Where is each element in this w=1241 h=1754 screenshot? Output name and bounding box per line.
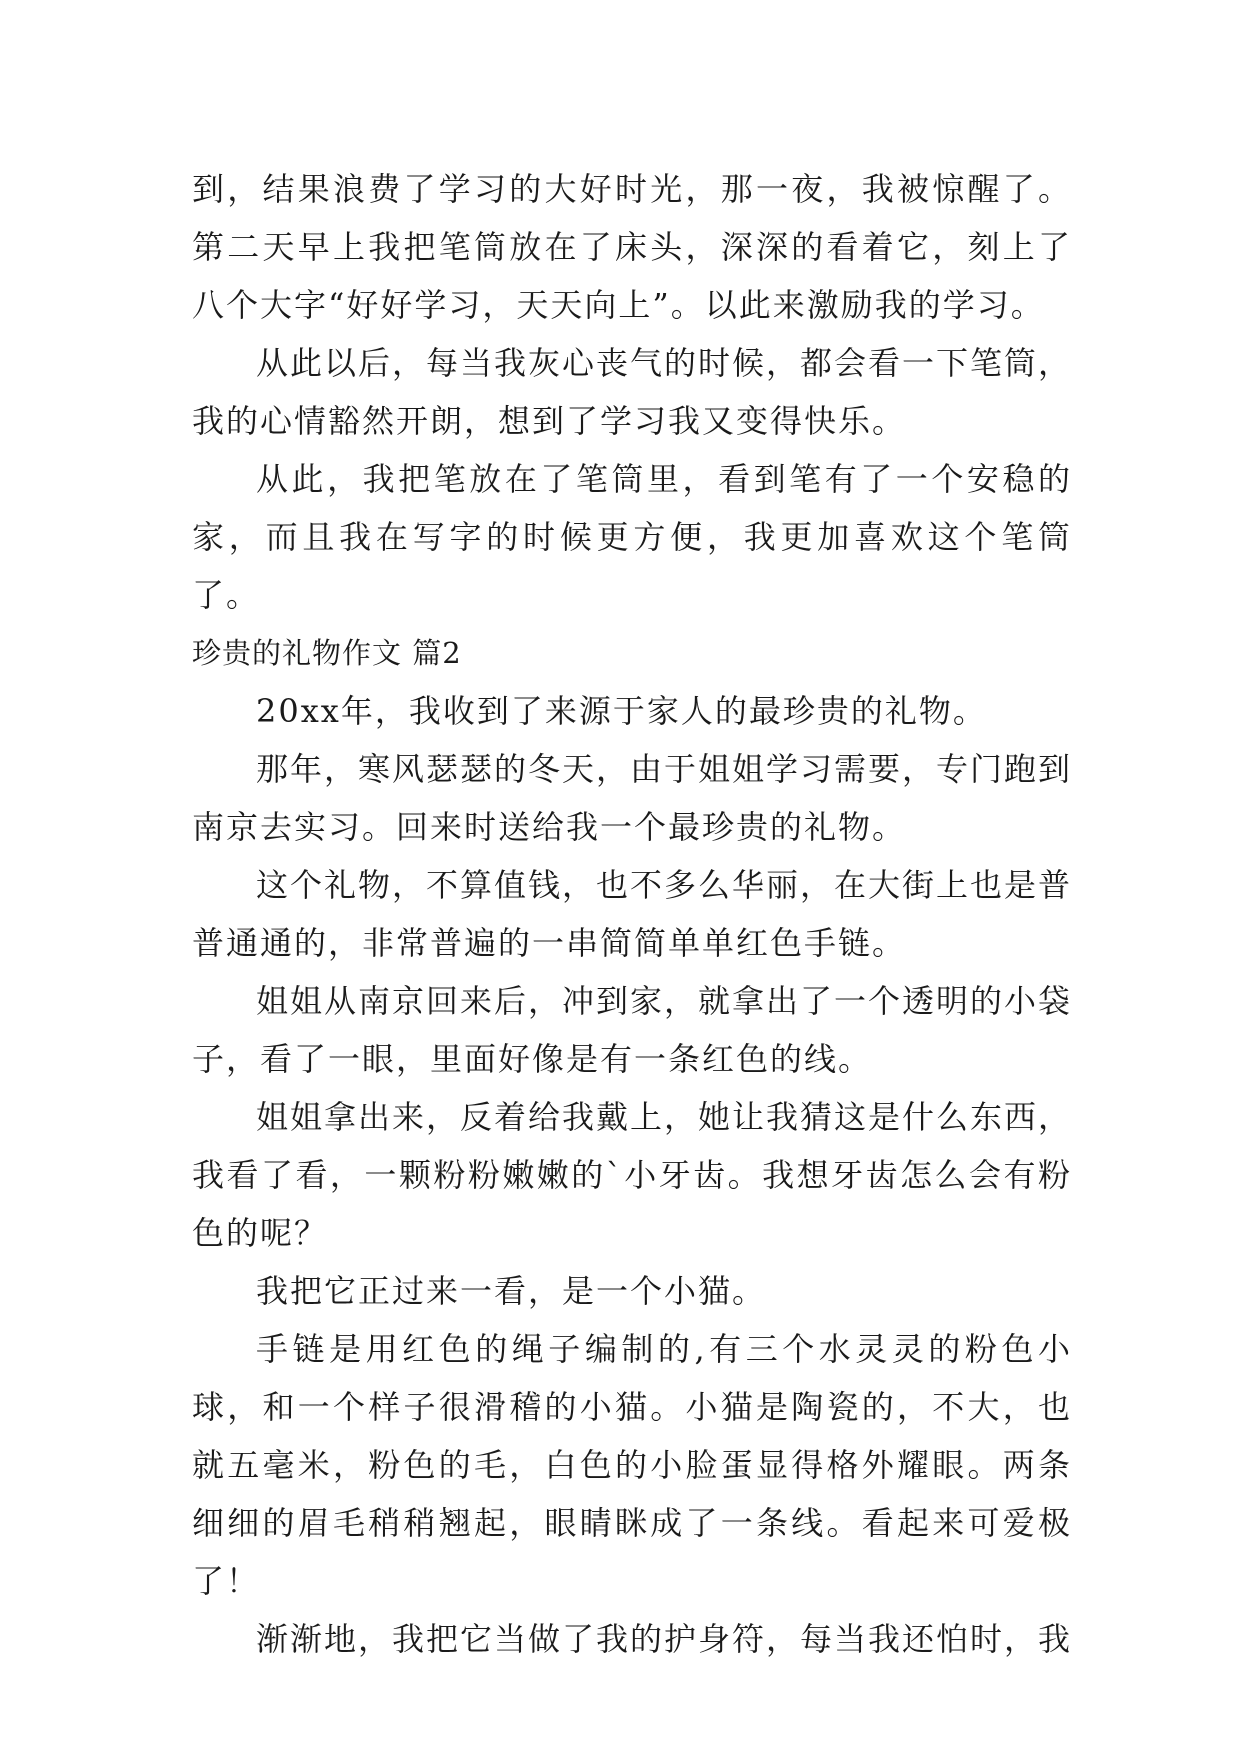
paragraph: 姐姐从南京回来后，冲到家，就拿出了一个透明的小袋子，看了一眼，里面好像是有一条红色的线。 <box>192 982 1073 1078</box>
paragraph: 这个礼物，不算值钱，也不多么华丽，在大街上也是普普通通的，非常普遍的一串简简单单红色手链。 <box>192 866 1073 962</box>
paragraph: 姐姐拿出来，反着给我戴上，她让我猜这是什么东西，我看了看，一颗粉粉嫩嫩的`小牙齿。我想牙齿怎么会有粉色的呢？ <box>192 1098 1073 1252</box>
paragraph: 我把它正过来一看，是一个小猫。 <box>256 1272 767 1310</box>
paragraph: 从此，我把笔放在了笔筒里，看到笔有了一个安稳的家，而且我在写字的时候更方便，我更加喜欢这个笔筒了。 <box>192 460 1072 614</box>
paragraph: 20xx年，我收到了来源于家人的最珍贵的礼物。 <box>256 692 987 730</box>
paragraph: 到，结果浪费了学习的大好时光，那一夜，我被惊醒了。第二天早上我把笔筒放在了床头，深深的看着它，刻上了八个大字“好好学习，天天向上”。以此来激励我的学习。 <box>192 170 1072 324</box>
paragraph: 那年，寒风瑟瑟的冬天，由于姐姐学习需要，专门跑到南京去实习。回来时送给我一个最珍贵的礼物。 <box>192 750 1073 846</box>
paragraph: 渐渐地，我把它当做了我的护身符，每当我还怕时，我 <box>256 1620 1073 1658</box>
paragraph: 从此以后，每当我灰心丧气的时候，都会看一下笔筒，我的心情豁然开朗，想到了学习我又变得快乐。 <box>192 344 1073 440</box>
document-body <box>192 160 1072 1668</box>
paragraph: 手链是用红色的绳子编制的,有三个水灵灵的粉色小球，和一个样子很滑稽的小猫。小猫是陶瓷的，不大，也就五毫米，粉色的毛，白色的小脸蛋显得格外耀眼。两条细细的眉毛稍稍翘起，眼睛眯成了一条线。看起来可爱极了！ <box>192 1330 1072 1600</box>
section-heading: 珍贵的礼物作文 篇2 <box>192 636 462 670</box>
